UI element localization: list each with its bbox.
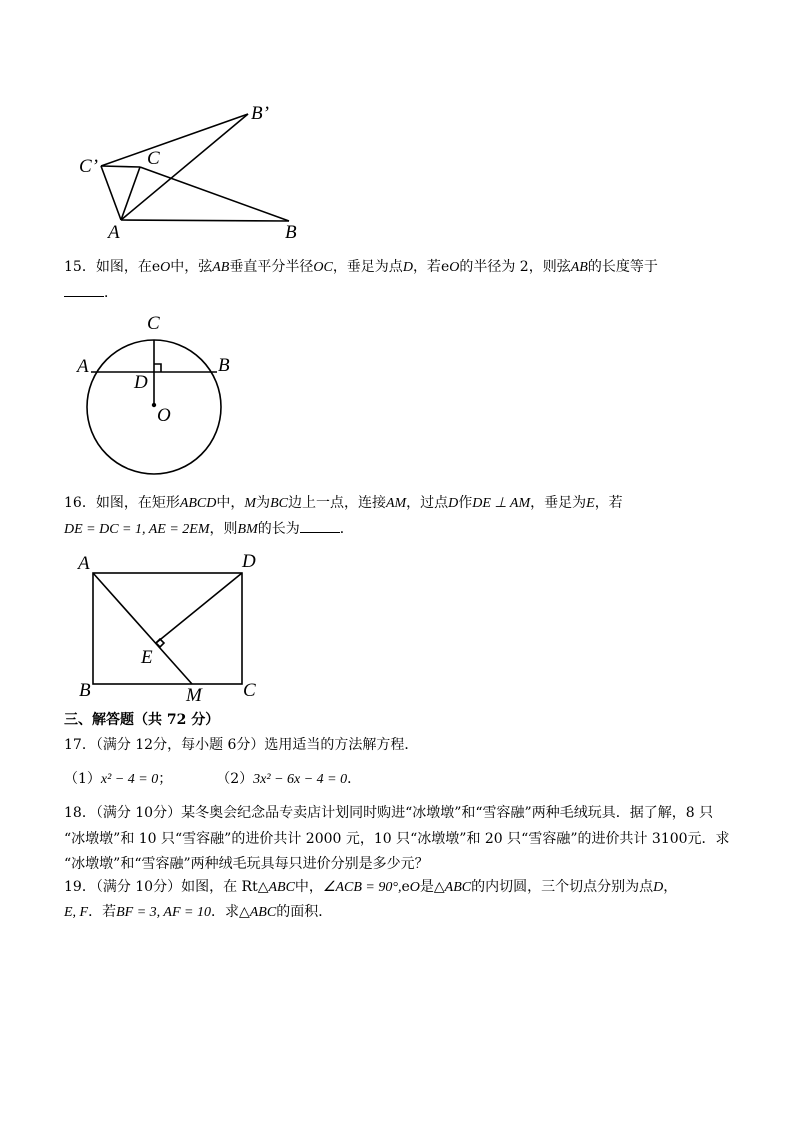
fig14-label-c-prime: C’ (79, 156, 98, 177)
q16-line-1: 16．如图，在矩形ABCD中，M为BC边上一点，连接AM，过点D作DE ⊥ AM，垂足为E，若 (64, 495, 623, 511)
fig14-label-c: C (147, 148, 160, 169)
fig16-label-d: D (242, 551, 256, 572)
fig14-label-b: B (285, 222, 297, 243)
q15-line-2: ． (64, 284, 118, 302)
q19-line-2: E, F．若BF = 3, AF = 10．求△ABC的面积． (64, 904, 333, 920)
q18-line-1: 18．（满分 10分）某冬奥会纪念品专卖店计划同时购进“冰墩墩”和“雪容融”两种毛绒玩具．据了解，8 只 (64, 805, 714, 821)
q19-line-1: 19．（满分 10分）如图，在 Rt△ABC中，∠ACB = 90°,eO是△ABC的内切圆，三个切点分别为点D， (64, 879, 678, 895)
q15-line-1: 15．如图，在eO中，弦AB垂直平分半径OC，垂足为点D，若eO的半径为 2，则弦AB的长度等于 (64, 259, 658, 275)
q17-text: 17．（满分 12分，每小题 6分）选用适当的方法解方程． (64, 737, 419, 753)
fig15-label-c: C (147, 313, 160, 334)
q18-line-2: “冰墩墩”和 10 只“雪容融”的进价共计 2000 元，10 只“冰墩墩”和 20 只“雪容融”的进价共计 3100元．求 (64, 831, 730, 847)
q17-parts: （1）x² − 4 = 0； （2）3x² − 6x − 4 = 0． (64, 771, 362, 787)
fig14-label-b-prime: B’ (251, 103, 269, 124)
fig14-label-a: A (108, 222, 120, 243)
q18-line-3: “冰墩墩”和“雪容融”两种绒毛玩具每只进价分别是多少元？ (64, 856, 429, 872)
fig16-label-b: B (79, 680, 91, 701)
fig16-label-m: M (186, 685, 202, 706)
fig16-label-e: E (141, 647, 153, 668)
q16-line-2: DE = DC = 1, AE = 2EM，则BM的长为 ． (64, 521, 354, 537)
fig15-label-o: O (157, 405, 171, 426)
fig16-label-a: A (78, 553, 90, 574)
section-3-title: 三、解答题（共 72 分） (64, 712, 220, 728)
fig15-label-a: A (77, 356, 89, 377)
fig15-label-d: D (134, 372, 148, 393)
fig15-label-b: B (218, 355, 230, 376)
fig16-label-c: C (243, 680, 256, 701)
